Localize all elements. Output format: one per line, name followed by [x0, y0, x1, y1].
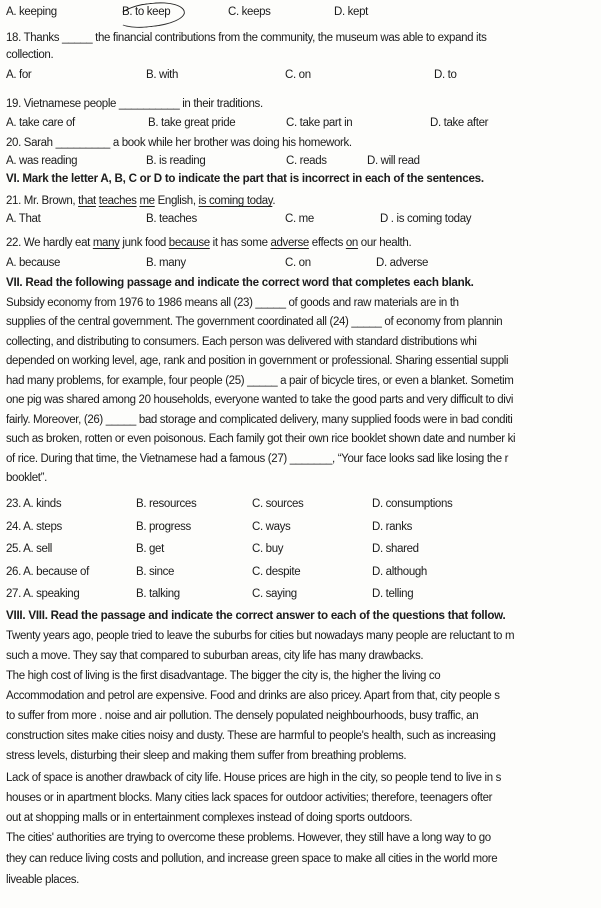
passage-8-line: they can reduce living costs and pollution, and increase green space to make all cities in the world more [6, 853, 498, 865]
q21-underlined-b: teaches [98, 195, 137, 207]
passage-8-line: stress levels, disturbing their sleep and making them suffer from breathing problems. [6, 750, 407, 762]
passage-8-line: houses or in apartment blocks. Many cities lack spaces for outdoor activities; therefore, teenagers ofter [6, 792, 493, 804]
q20-option-d: D. will read [367, 155, 420, 167]
q17-option-a: A. keeping [6, 6, 57, 18]
section-6-heading: VI. Mark the letter A, B, C or D to indicate the part that is incorrect in each of the sentences. [6, 172, 484, 185]
q24-option-c: C. ways [252, 521, 291, 533]
section-7-heading: VII. Read the following passage and indicate the correct word that completes each blank. [6, 276, 474, 289]
passage-8-line: Twenty years ago, people tried to leave the suburbs for cities but nowadays many people are reluctant to m [6, 630, 515, 642]
q19-option-a: A. take care of [6, 117, 75, 129]
q22-option-c: C. on [285, 257, 311, 269]
q17-option-b: B. to keep [122, 6, 171, 18]
q25-option-d: D. shared [372, 543, 419, 555]
q22-sentence: 22. We hardly eat many junk food because it has some adverse effects on our health. [6, 237, 412, 249]
q20-stem: 20. Sarah _________ a book while her brother was doing his homework. [6, 137, 352, 149]
q18-option-a: A. for [6, 69, 32, 81]
q20-option-b: B. is reading [146, 155, 206, 167]
passage-8-line: to suffer from more . noise and air pollution. The densely populated neighbourhoods, busy traffic, an [6, 710, 479, 722]
q26-option-c: C. despite [252, 566, 301, 578]
passage-8-line: such a move. They say that compared to suburban areas, city life has many drawbacks. [6, 650, 424, 662]
q26-option-b: B. since [136, 566, 175, 578]
section-8-heading: VIII. VIII. Read the passage and indicate the correct answer to each of the questions that follow. [6, 609, 506, 622]
q22-underlined-a: many [92, 237, 120, 249]
q23-option-c: C. sources [252, 498, 304, 510]
q21-option-b: B. teaches [146, 213, 197, 225]
q24-option-b: B. progress [136, 521, 191, 533]
q17-option-c: C. keeps [228, 6, 271, 18]
passage-8-line: The high cost of living is the first disadvantage. The bigger the city is, the higher the living co [6, 670, 441, 682]
q19-option-b: B. take great pride [148, 117, 236, 129]
q20-option-a: A. was reading [6, 155, 78, 167]
passage-7-line: one pig was shared among 20 households, everyone wanted to take the good parts and very difficult to divi [6, 394, 514, 406]
passage-7-line: supplies of the central government. The government coordinated all (24) _____ of economy from plannin [6, 316, 503, 328]
passage-8-line: The cities' authorities are trying to overcome these problems. However, they still have a long way to go [6, 832, 491, 844]
passage-7-line: Subsidy economy from 1976 to 1986 means all (23) _____ of goods and raw materials are in th [6, 297, 459, 309]
q26-option-a: 26. A. because of [6, 566, 89, 578]
q18-option-d: D. to [434, 69, 457, 81]
q21-option-d: D . is coming today [380, 213, 472, 225]
q23-option-a: 23. A. kinds [6, 498, 62, 510]
q18-option-c: C. on [285, 69, 311, 81]
q22-underlined-d: on [345, 237, 358, 249]
passage-7-line: booklet”. [6, 472, 47, 484]
passage-7-line: fairly. Moreover, (26) _____ bad storage and complicated delivery, many supplied foods were in bad conditi [6, 414, 513, 426]
passage-8-line: Lack of space is another drawback of city life. House prices are high in the city, so people tend to live in s [6, 772, 502, 784]
q26-option-d: D. although [372, 566, 427, 578]
passage-7-line: of rice. During that time, the Vietnamese had a famous (27) _______, “Your face looks sad like losing the r [6, 453, 509, 465]
q18-stem-cont: collection. [6, 49, 54, 61]
q23-option-b: B. resources [136, 498, 197, 510]
q18-stem: 18. Thanks _____ the financial contributions from the community, the museum was able to expand its [6, 32, 487, 44]
passage-7-line: depended on working level, age, rank and position in government or professional. Sharing essential suppli [6, 355, 509, 367]
passage-8-line: liveable places. [6, 874, 80, 886]
q27-option-b: B. talking [136, 588, 180, 600]
passage-8-line: construction sites make cities noisy and dusty. These are harmful to people's health, such as increasing [6, 730, 496, 742]
passage-7-line: collecting, and distributing to consumers. Each person was delivered with standard distributions whi [6, 336, 477, 348]
q21-option-a: A. That [6, 213, 41, 225]
q22-option-d: D. adverse [376, 257, 429, 269]
q24-option-d: D. ranks [372, 521, 413, 533]
q21-underlined-c: me [139, 195, 155, 207]
q25-option-a: 25. A. sell [6, 543, 53, 555]
q19-option-d: D. take after [430, 117, 489, 129]
passage-7-line: had many problems, for example, four people (25) _____ a pair of bicycle tires, or even a blanket. Sometim [6, 375, 514, 387]
passage-7-line: such as broken, rotten or even poisonous. Each family got their own rice booklet shown date and number ki [6, 433, 516, 445]
passage-8-line: Accommodation and petrol are expensive. Food and drinks are also pricey. Apart from that, city people s [6, 690, 500, 702]
q21-underlined-a: that [78, 195, 96, 207]
q22-option-b: B. many [146, 257, 186, 269]
q17-option-d: D. kept [334, 6, 368, 18]
passage-8-line: out at shopping malls or in entertainment complexes instead of doing sports outdoors. [6, 812, 413, 824]
q22-option-a: A. because [6, 257, 61, 269]
q24-option-a: 24. A. steps [6, 521, 62, 533]
q19-option-c: C. take part in [286, 117, 353, 129]
q27-option-a: 27. A. speaking [6, 588, 80, 600]
q27-option-c: C. saying [252, 588, 297, 600]
q22-underlined-b: because [168, 237, 210, 249]
q27-option-d: D. telling [372, 588, 414, 600]
q19-stem: 19. Vietnamese people __________ in their traditions. [6, 98, 263, 110]
q21-underlined-d: is coming today [198, 195, 273, 207]
q21-sentence: 21. Mr. Brown, that teaches me English, is coming today. [6, 195, 276, 207]
q25-option-b: B. get [136, 543, 164, 555]
q20-option-c: C. reads [286, 155, 327, 167]
q21-option-c: C. me [285, 213, 314, 225]
q22-underlined-c: adverse [270, 237, 309, 249]
q18-option-b: B. with [146, 69, 179, 81]
q23-option-d: D. consumptions [372, 498, 453, 510]
q25-option-c: C. buy [252, 543, 284, 555]
